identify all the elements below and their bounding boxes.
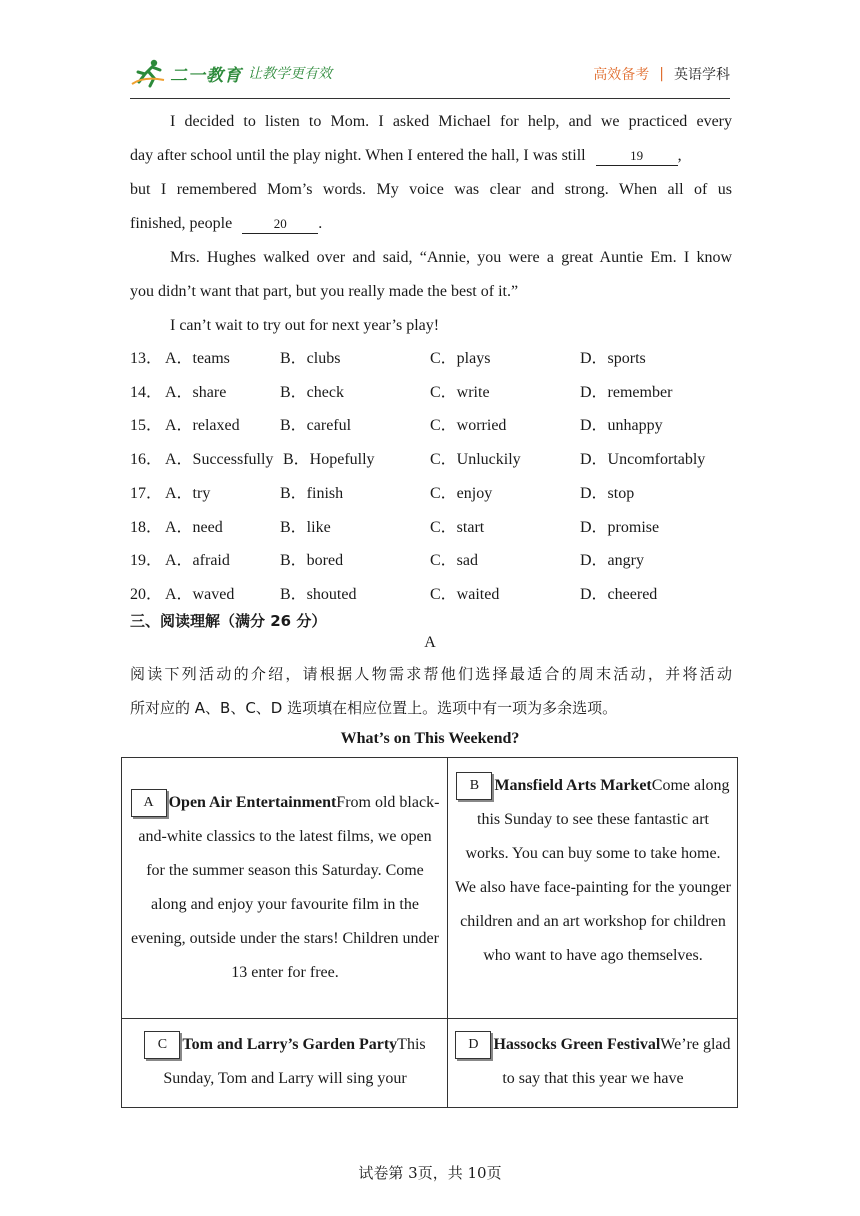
header-separator: |	[659, 66, 664, 82]
logo	[130, 56, 332, 90]
instruction-line: 阅读下列活动的介绍，请根据人物需求帮他们选择最适合的周末活动，并将活动	[130, 665, 732, 683]
option-c: C．waited	[430, 586, 500, 603]
question-number: 16．	[130, 451, 163, 468]
activity-description: From old black-and-white classics to the latest films, we open for the summer season this Saturday. Come along and enjoy your favourite film in the evening, outside under the stars! Children under 13 enter for free.	[131, 794, 440, 981]
option-row	[130, 477, 740, 511]
header-tag-subject: 英语学科	[674, 67, 730, 83]
option-c: C．worried	[430, 417, 507, 434]
option-row	[130, 511, 740, 545]
option-b: B．careful	[280, 417, 352, 434]
header-tags	[593, 64, 730, 84]
blank-19: 19	[596, 147, 678, 166]
option-row	[130, 578, 740, 612]
activity-cell-b	[455, 769, 731, 973]
table-divider-horizontal	[122, 1018, 737, 1019]
option-c: C．enjoy	[430, 485, 493, 502]
passage-line-with-blank-20	[130, 207, 732, 241]
activity-description: We’re glad to say that this year we have	[502, 1036, 731, 1087]
passage-line: I can’t wait to try out for next year’s play!	[170, 317, 440, 334]
option-a: A．share	[165, 384, 227, 401]
option-b: B．bored	[280, 552, 344, 569]
option-d: D．stop	[580, 485, 635, 502]
section-title: 三、阅读理解（满分 26 分）	[130, 612, 327, 630]
option-a: A．need	[165, 519, 223, 536]
question-number: 14．	[130, 384, 163, 401]
question-number: 18．	[130, 519, 163, 536]
option-d: D．cheered	[580, 586, 658, 603]
part-label: A	[424, 634, 436, 651]
question-number: 17．	[130, 485, 163, 502]
activity-title: Open Air Entertainment	[168, 794, 337, 811]
passage-line: but I remembered Mom’s words. My voice was clear and strong. When all of us	[130, 181, 732, 198]
header-tag-exam: 高效备考	[593, 67, 650, 83]
table-divider-vertical	[447, 758, 448, 1107]
option-row	[130, 342, 740, 376]
activity-table	[121, 757, 738, 1108]
punctuation: ,	[677, 147, 682, 164]
option-c: C．sad	[430, 552, 479, 569]
passage-line: I decided to listen to Mom. I asked Michael for help, and we practiced every	[170, 113, 732, 130]
passage-line-with-blank-19	[130, 139, 732, 173]
logo-slogan: 让教学更有效	[248, 66, 332, 82]
option-c: C．write	[430, 384, 490, 401]
option-d: D．unhappy	[580, 417, 663, 434]
option-row	[130, 376, 740, 410]
activity-cell-a	[130, 786, 440, 990]
logo-text: 二一教育	[170, 65, 242, 86]
question-number: 15．	[130, 417, 163, 434]
option-row	[130, 544, 740, 578]
option-a: A．waved	[165, 586, 235, 603]
punctuation: .	[318, 215, 323, 232]
option-letter-box: C	[144, 1031, 180, 1059]
question-number: 19．	[130, 552, 163, 569]
option-a: A．relaxed	[165, 417, 240, 434]
option-row	[130, 443, 740, 477]
option-c: C．plays	[430, 350, 491, 367]
option-d: D．Uncomfortably	[580, 451, 706, 468]
option-a: A．try	[165, 485, 211, 502]
option-a: A．teams	[165, 350, 230, 367]
option-b: B．check	[280, 384, 344, 401]
passage-line: you didn’t want that part, but you really made the best of it.”	[130, 283, 519, 300]
page-footer: 试卷第 3页，共 10页	[358, 1164, 502, 1182]
activity-description: Come along this Sunday to see these fantastic art works. You can buy some to take home. We also have face-painting for the younger children and an art workshop for children who want to have ago themselves.	[455, 777, 731, 964]
question-number: 20．	[130, 586, 163, 603]
activity-cell-d	[455, 1028, 731, 1096]
activity-title: Hassocks Green Festival	[493, 1036, 661, 1053]
option-letter-box: A	[131, 789, 167, 817]
option-d: D．remember	[580, 384, 673, 401]
option-d: D．promise	[580, 519, 660, 536]
option-c: C．Unluckily	[430, 451, 521, 468]
instruction-line: 所对应的 A、B、C、D 选项填在相应位置上。选项中有一项为多余选项。	[130, 699, 618, 717]
option-b: B．like	[280, 519, 331, 536]
option-b: B．clubs	[280, 350, 341, 367]
activity-title: Mansfield Arts Market	[494, 777, 652, 794]
option-a: A．afraid	[165, 552, 230, 569]
option-b: B．finish	[280, 485, 344, 502]
passage-text: finished, people	[130, 215, 233, 232]
activity-title: Tom and Larry’s Garden Party	[182, 1036, 398, 1053]
option-d: D．sports	[580, 350, 646, 367]
runner-logo-icon	[130, 58, 168, 88]
blank-20: 20	[242, 215, 318, 234]
passage-text: day after school until the play night. When I entered the hall, I was still	[130, 147, 586, 164]
option-row	[130, 409, 740, 443]
option-letter-box: D	[455, 1031, 491, 1059]
passage-line: Mrs. Hughes walked over and said, “Annie, you were a great Auntie Em. I know	[170, 249, 732, 266]
option-b: B．Hopefully	[283, 451, 375, 468]
option-b: B．shouted	[280, 586, 357, 603]
option-a: A．Successfully	[165, 451, 274, 468]
table-title: What’s on This Weekend?	[340, 730, 520, 747]
option-c: C．start	[430, 519, 485, 536]
activity-description: This Sunday, Tom and Larry will sing your	[163, 1036, 426, 1087]
option-letter-box: B	[456, 772, 492, 800]
option-d: D．angry	[580, 552, 644, 569]
activity-cell-c	[130, 1028, 440, 1096]
page-header	[130, 52, 730, 99]
question-number: 13．	[130, 350, 163, 367]
